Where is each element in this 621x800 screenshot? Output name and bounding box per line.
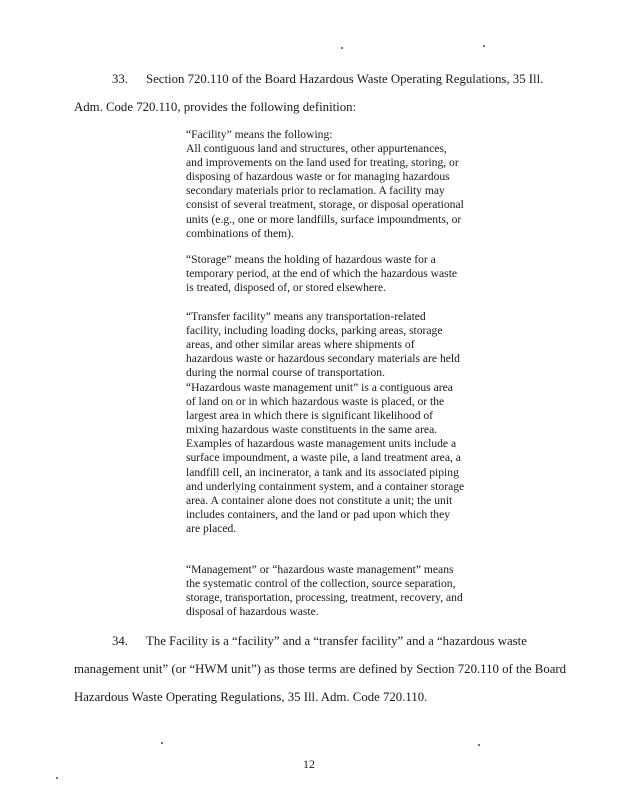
definition-line: landfill cell, an incinerator, a tank and its associated piping <box>186 465 459 479</box>
definition-storage <box>186 253 486 295</box>
definition-line: disposal of hazardous waste. <box>186 605 319 619</box>
definition-line: largest area in which there is significant likelihood of <box>186 409 434 423</box>
scan-speck <box>341 47 343 49</box>
scan-speck <box>478 744 480 746</box>
definition-line: is treated, disposed of, or stored elsewhere. <box>186 281 386 295</box>
paragraph-33-line-1: Section 720.110 of the Board Hazardous Waste Operating Regulations, 35 Ill. <box>146 72 544 86</box>
definition-line: “Hazardous waste management unit” is a contiguous area <box>186 381 453 394</box>
definition-management <box>186 563 486 619</box>
paragraph-34-line-2: management unit” (or “HWM unit”) as those terms are defined by Section 720.110 of the Board <box>74 662 567 676</box>
definition-line: mixing hazardous waste constituents in the same area. <box>186 423 438 437</box>
definition-line: includes containers, and the land or pad upon which they <box>186 507 451 521</box>
definition-line: “Transfer facility” means any transportation-related <box>186 310 426 323</box>
definition-line: disposing of hazardous waste or for managing hazardous <box>186 170 450 184</box>
definition-line: hazardous waste or hazardous secondary materials are held <box>186 352 460 366</box>
definition-line: the systematic control of the collection, source separation, <box>186 577 456 591</box>
definition-line: “Storage” means the holding of hazardous waste for a <box>186 253 436 266</box>
definition-line: areas, and other similar areas where shipments of <box>186 338 415 352</box>
definition-facility <box>186 128 486 241</box>
definition-line: “Facility” means the following: <box>186 128 333 141</box>
paragraph-33-number: 33. <box>112 72 128 86</box>
definition-line: and improvements on the land used for treating, storing, or <box>186 156 459 170</box>
paragraph-34-line-3: Hazardous Waste Operating Regulations, 35 Ill. Adm. Code 720.110. <box>74 690 428 704</box>
definition-line: and underlying containment system, and a container storage <box>186 479 465 493</box>
paragraph-33-line-2: Adm. Code 720.110, provides the following definition: <box>74 100 357 114</box>
definition-line: combinations of them). <box>186 226 294 240</box>
definition-line: area. A container alone does not constitute a unit; the unit <box>186 493 453 507</box>
definition-line: Examples of hazardous waste management units include a <box>186 437 457 451</box>
definition-hazardous-waste-management-unit <box>186 381 486 536</box>
page-number: 12 <box>303 757 315 771</box>
definition-line: temporary period, at the end of which the hazardous waste <box>186 267 458 281</box>
definition-line: “Management” or “hazardous waste management” means <box>186 563 454 576</box>
definition-line: units (e.g., one or more landfills, surface impoundments, or <box>186 212 462 226</box>
definition-transfer-facility <box>186 310 486 380</box>
definition-line: of land on or in which hazardous waste is placed, or the <box>186 395 445 409</box>
scan-speck <box>161 742 163 744</box>
definition-line: storage, transportation, processing, treatment, recovery, and <box>186 591 463 605</box>
definition-line: facility, including loading docks, parking areas, storage <box>186 324 443 338</box>
definition-line: during the normal course of transportation. <box>186 366 385 380</box>
paragraph-34-number: 34. <box>112 634 128 648</box>
definition-line: consist of several treatment, storage, or disposal operational <box>186 198 464 212</box>
scan-speck <box>483 45 485 47</box>
scan-speck <box>56 777 58 779</box>
paragraph-34-line-1: The Facility is a “facility” and a “transfer facility” and a “hazardous waste <box>146 634 527 648</box>
definition-line: are placed. <box>186 521 237 535</box>
definition-line: surface impoundment, a waste pile, a land treatment area, a <box>186 451 461 465</box>
definition-line: secondary materials prior to reclamation. A facility may <box>186 184 445 198</box>
definition-line: All contiguous land and structures, other appurtenances, <box>186 142 447 156</box>
